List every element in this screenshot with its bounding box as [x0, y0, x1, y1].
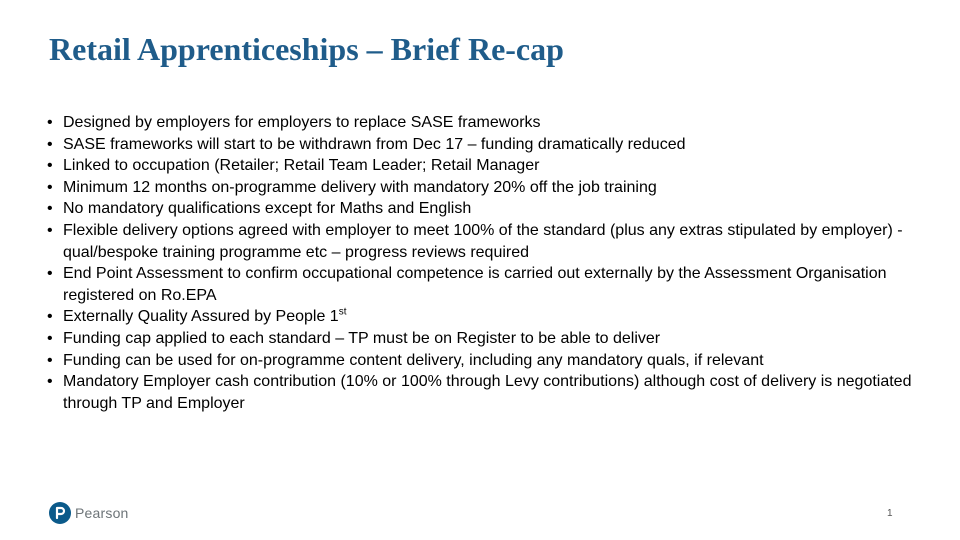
bullet-item: [47, 112, 937, 134]
pearson-logo: [49, 502, 129, 524]
pearson-logo-icon: [49, 502, 71, 524]
bullet-text: Designed by employers for employers to replace SASE frameworks: [63, 114, 541, 131]
bullet-text: Linked to occupation (Retailer; Retail Team Leader; Retail Manager: [63, 157, 540, 175]
bullet-item: [47, 306, 937, 328]
bullet-item: [47, 371, 937, 414]
bullet-text: Externally Quality Assured by People 1: [63, 308, 339, 326]
bullet-dot: •: [47, 200, 53, 218]
bullet-dot: •: [47, 221, 53, 239]
bullet-item: [47, 198, 937, 220]
bullet-dot: •: [47, 178, 53, 196]
bullet-text: SASE frameworks will start to be withdrawn from Dec 17 – funding dramatically reduced: [63, 135, 686, 153]
bullet-dot: •: [47, 265, 53, 283]
bullet-text: End Point Assessment to confirm occupational competence is carried out externally by the Assessment Organisation registered on Ro.EPA: [63, 265, 887, 304]
bullet-text: Mandatory Employer cash contribution (10% or 100% through Levy contributions) although cost of delivery is negotiated through TP and Employer: [63, 373, 912, 412]
bullet-item: [47, 350, 937, 372]
bullet-dot: •: [47, 135, 53, 153]
bullet-text: Minimum 12 months on-programme delivery with mandatory 20% off the job training: [63, 178, 657, 196]
page-number: 1: [887, 508, 893, 519]
bullet-text: Funding can be used for on-programme content delivery, including any mandatory quals, if relevant: [63, 351, 764, 369]
bullet-text: Funding cap applied to each standard – TP must be on Register to be able to deliver: [63, 329, 661, 347]
bullet-text: Flexible delivery options agreed with employer to meet 100% of the standard (plus any extras stipulated by employer) - qual/bespoke training programme etc – progress reviews required: [63, 221, 903, 261]
bullet-dot: •: [47, 114, 53, 131]
pearson-logo-text: Pearson: [75, 505, 129, 521]
bullet-dot: •: [47, 308, 53, 326]
ordinal-superscript: st: [338, 307, 347, 319]
bullet-list: [47, 112, 937, 414]
bullet-dot: •: [47, 329, 53, 347]
bullet-item: [47, 155, 937, 177]
bullet-item: [47, 220, 937, 263]
bullet-text: No mandatory qualifications except for Maths and English: [63, 200, 472, 218]
bullet-item: [47, 263, 937, 306]
bullet-item: [47, 328, 937, 350]
bullet-dot: •: [47, 351, 53, 369]
bullet-dot: •: [47, 157, 53, 175]
bullet-item: [47, 134, 937, 156]
slide-title: Retail Apprenticeships – Brief Re-cap: [49, 31, 564, 67]
bullet-dot: •: [47, 373, 53, 391]
bullet-item: [47, 177, 937, 199]
